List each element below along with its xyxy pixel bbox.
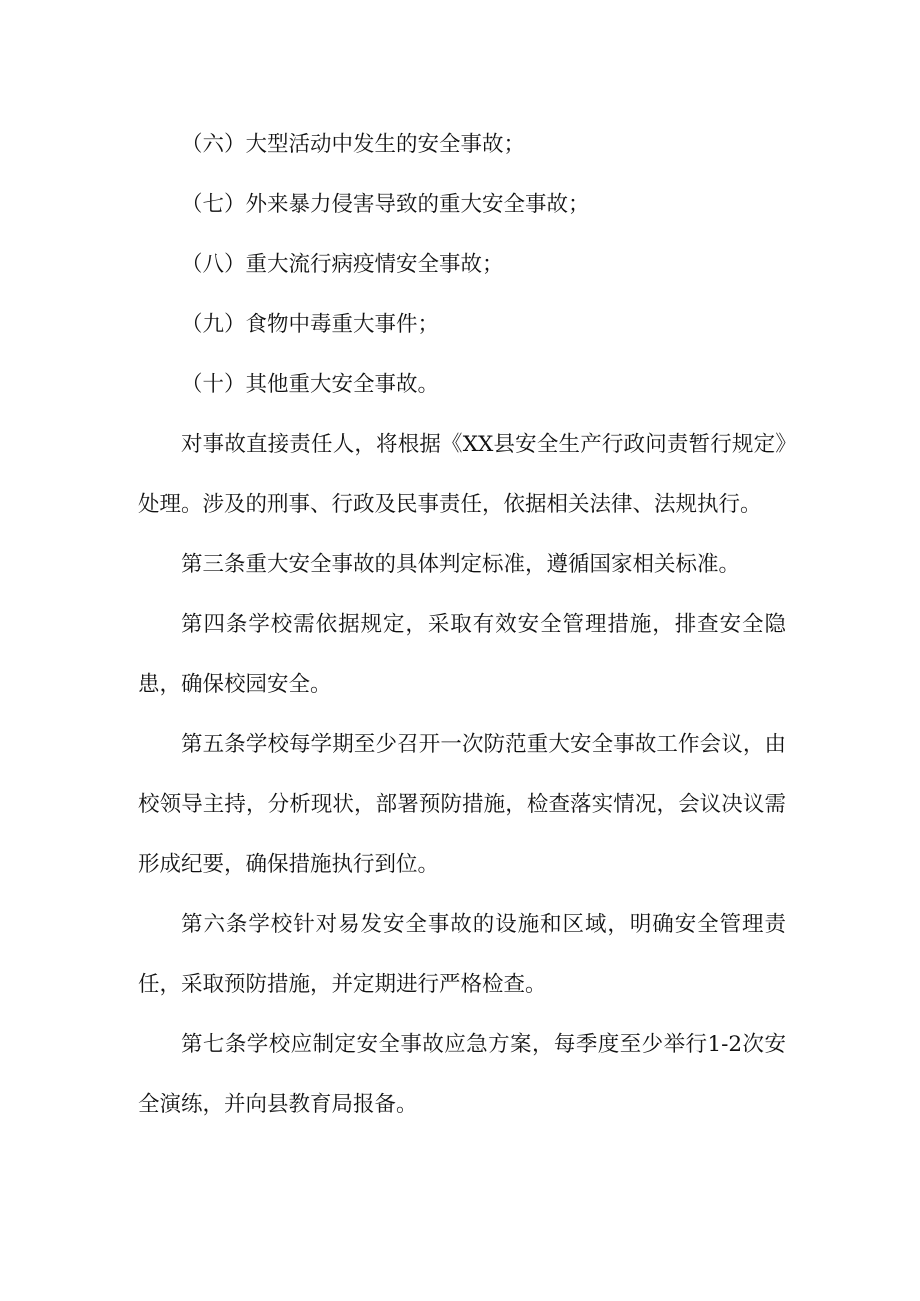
document-body [138, 115, 786, 1135]
paragraph-article-6: 第六条学校针对易发安全事故的设施和区域，明确安全管理责任，采取预防措施，并定期进行严格检查。 [138, 912, 786, 997]
paragraph-item-8: （八）重大流行病疫情安全事故； [181, 252, 504, 277]
paragraph-item-7: （七）外来暴力侵害导致的重大安全事故； [181, 192, 590, 217]
paragraph-article-7: 第七条学校应制定安全事故应急方案，每季度至少举行1-2次安全演练，并向县教育局报备。 [138, 1032, 786, 1117]
paragraph-article-4: 第四条学校需依据规定，采取有效安全管理措施，排查安全隐患，确保校园安全。 [138, 612, 786, 697]
paragraph-item-9: （九）食物中毒重大事件； [181, 312, 440, 337]
paragraph-article-3: 第三条重大安全事故的具体判定标准，遵循国家相关标准。 [181, 552, 741, 577]
paragraph-item-6: （六）大型活动中发生的安全事故； [181, 132, 526, 157]
paragraph-article-5: 第五条学校每学期至少召开一次防范重大安全事故工作会议，由校领导主持，分析现状，部署预防措施，检查落实情况，会议决议需形成纪要，确保措施执行到位。 [138, 732, 786, 877]
paragraph-liability: 对事故直接责任人，将根据《XX县安全生产行政问责暂行规定》处理。涉及的刑事、行政及民事责任，依据相关法律、法规执行。 [138, 432, 786, 517]
paragraph-item-10: （十）其他重大安全事故。 [181, 372, 440, 397]
